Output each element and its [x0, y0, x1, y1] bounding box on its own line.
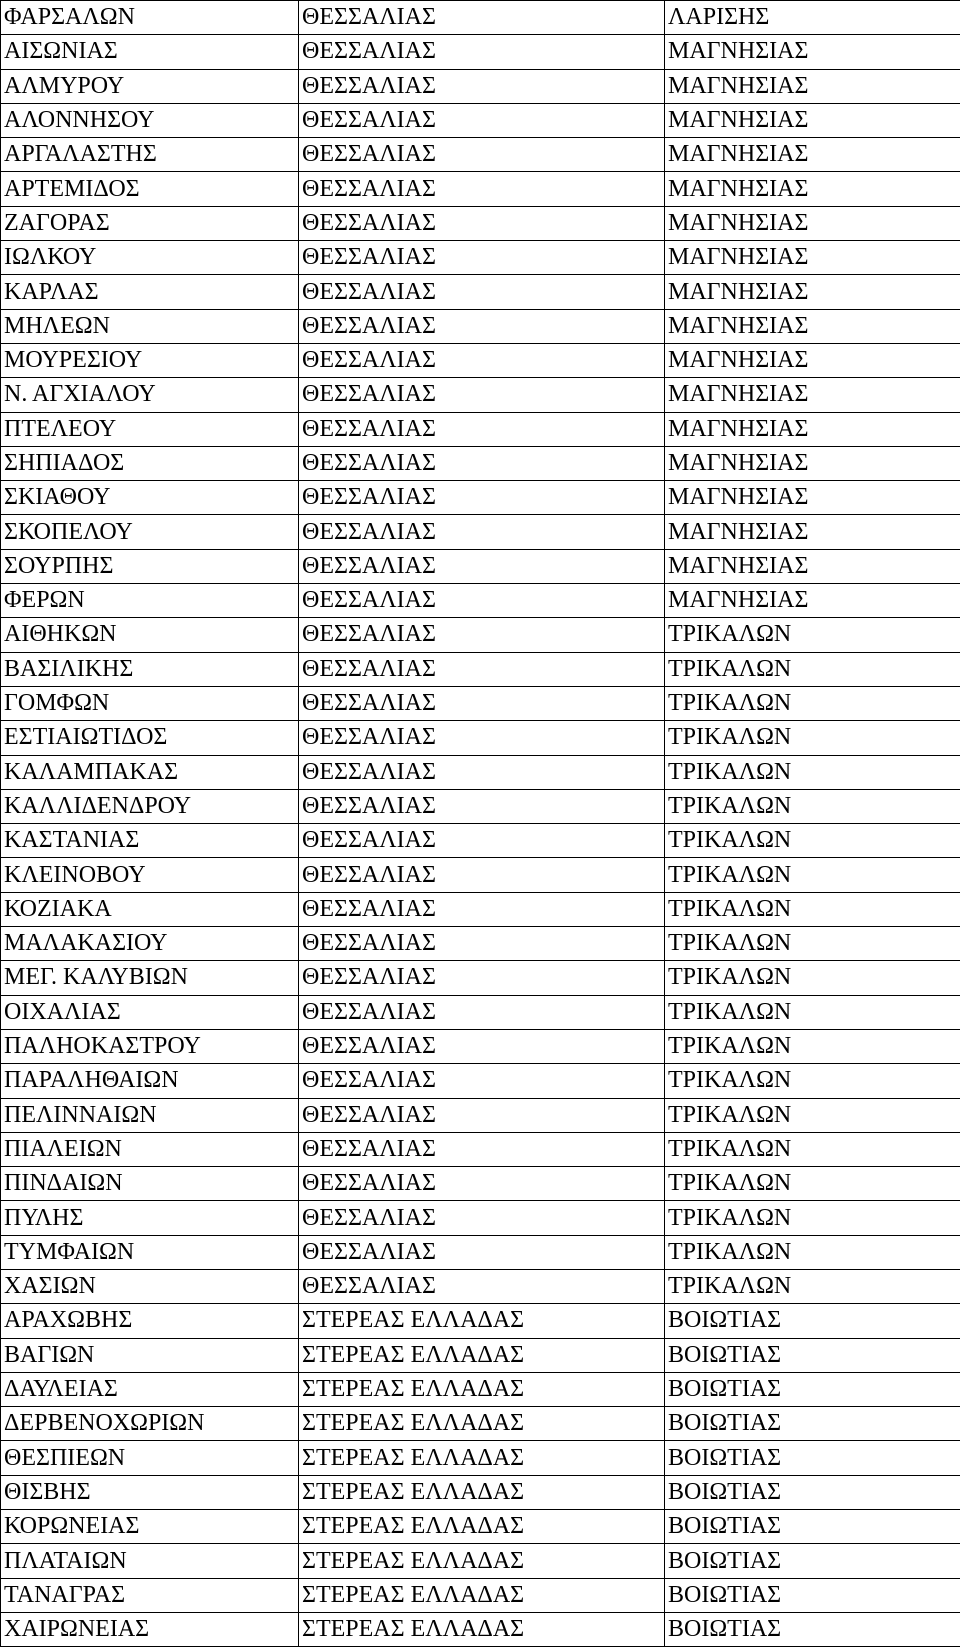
prefecture-cell: ΜΑΓΝΗΣΙΑΣ [665, 515, 960, 549]
region-cell: ΣΤΕΡΕΑΣ ΕΛΛΑΔΑΣ [299, 1578, 665, 1612]
region-cell: ΣΤΕΡΕΑΣ ΕΛΛΑΔΑΣ [299, 1407, 665, 1441]
municipality-cell: ΑΛΜΥΡΟΥ [1, 69, 299, 103]
table-row [1, 172, 960, 206]
region-cell: ΘΕΣΣΑΛΙΑΣ [299, 1235, 665, 1269]
municipality-cell: ΟΙΧΑΛΙΑΣ [1, 995, 299, 1029]
region-cell: ΘΕΣΣΑΛΙΑΣ [299, 1132, 665, 1166]
table-row [1, 584, 960, 618]
municipality-cell: ΧΑΣΙΩΝ [1, 1269, 299, 1303]
municipality-cell: ΠΙΑΛΕΙΩΝ [1, 1132, 299, 1166]
region-cell: ΘΕΣΣΑΛΙΑΣ [299, 378, 665, 412]
prefecture-cell: ΜΑΓΝΗΣΙΑΣ [665, 584, 960, 618]
table-row [1, 755, 960, 789]
region-cell: ΘΕΣΣΑΛΙΑΣ [299, 652, 665, 686]
prefecture-cell: ΤΡΙΚΑΛΩΝ [665, 1132, 960, 1166]
municipality-cell: ΑΡΑΧΩΒΗΣ [1, 1304, 299, 1338]
region-cell: ΣΤΕΡΕΑΣ ΕΛΛΑΔΑΣ [299, 1304, 665, 1338]
table-row [1, 686, 960, 720]
table-row [1, 892, 960, 926]
municipality-cell: ΠΑΛΗΟΚΑΣΤΡΟΥ [1, 1029, 299, 1063]
prefecture-cell: ΤΡΙΚΑΛΩΝ [665, 892, 960, 926]
region-cell: ΘΕΣΣΑΛΙΑΣ [299, 69, 665, 103]
region-cell: ΘΕΣΣΑΛΙΑΣ [299, 858, 665, 892]
prefecture-cell: ΜΑΓΝΗΣΙΑΣ [665, 103, 960, 137]
prefecture-cell: ΒΟΙΩΤΙΑΣ [665, 1544, 960, 1578]
prefecture-cell: ΜΑΓΝΗΣΙΑΣ [665, 69, 960, 103]
municipality-cell: ΚΑΣΤΑΝΙΑΣ [1, 824, 299, 858]
municipality-cell: ΜΑΛΑΚΑΣΙΟΥ [1, 927, 299, 961]
prefecture-cell: ΒΟΙΩΤΙΑΣ [665, 1475, 960, 1509]
table-row [1, 103, 960, 137]
table-row [1, 1064, 960, 1098]
municipality-cell: ΜΟΥΡΕΣΙΟΥ [1, 343, 299, 377]
region-cell: ΣΤΕΡΕΑΣ ΕΛΛΑΔΑΣ [299, 1510, 665, 1544]
municipality-cell: ΚΟΡΩΝΕΙΑΣ [1, 1510, 299, 1544]
municipality-cell: ΚΑΛΑΜΠΑΚΑΣ [1, 755, 299, 789]
prefecture-cell: ΜΑΓΝΗΣΙΑΣ [665, 378, 960, 412]
municipality-cell: ΠΕΛΙΝΝΑΙΩΝ [1, 1098, 299, 1132]
municipality-cell: ΣΚΟΠΕΛΟΥ [1, 515, 299, 549]
region-cell: ΘΕΣΣΑΛΙΑΣ [299, 1201, 665, 1235]
prefecture-cell: ΤΡΙΚΑΛΩΝ [665, 1029, 960, 1063]
municipality-cell: ΑΙΘΗΚΩΝ [1, 618, 299, 652]
region-cell: ΘΕΣΣΑΛΙΑΣ [299, 412, 665, 446]
prefecture-cell: ΤΡΙΚΑΛΩΝ [665, 1167, 960, 1201]
region-cell: ΣΤΕΡΕΑΣ ΕΛΛΑΔΑΣ [299, 1372, 665, 1406]
municipality-cell: ΧΑΙΡΩΝΕΙΑΣ [1, 1612, 299, 1646]
prefecture-cell: ΜΑΓΝΗΣΙΑΣ [665, 241, 960, 275]
table-row [1, 1167, 960, 1201]
municipality-cell: ΣΚΙΑΘΟΥ [1, 481, 299, 515]
region-cell: ΘΕΣΣΑΛΙΑΣ [299, 241, 665, 275]
prefecture-cell: ΜΑΓΝΗΣΙΑΣ [665, 275, 960, 309]
table-row [1, 1304, 960, 1338]
municipality-cell: ΓΟΜΦΩΝ [1, 686, 299, 720]
table-row [1, 995, 960, 1029]
municipality-cell: ΑΡΤΕΜΙΔΟΣ [1, 172, 299, 206]
region-cell: ΘΕΣΣΑΛΙΑΣ [299, 584, 665, 618]
prefecture-cell: ΜΑΓΝΗΣΙΑΣ [665, 343, 960, 377]
region-cell: ΘΕΣΣΑΛΙΑΣ [299, 1029, 665, 1063]
municipality-cell: ΘΙΣΒΗΣ [1, 1475, 299, 1509]
region-cell: ΣΤΕΡΕΑΣ ΕΛΛΑΔΑΣ [299, 1338, 665, 1372]
region-cell: ΘΕΣΣΑΛΙΑΣ [299, 618, 665, 652]
municipality-cell: ΚΑΛΛΙΔΕΝΔΡΟΥ [1, 789, 299, 823]
prefecture-cell: ΒΟΙΩΤΙΑΣ [665, 1578, 960, 1612]
municipality-cell: ΕΣΤΙΑΙΩΤΙΔΟΣ [1, 721, 299, 755]
prefecture-cell: ΒΟΙΩΤΙΑΣ [665, 1612, 960, 1646]
region-cell: ΘΕΣΣΑΛΙΑΣ [299, 343, 665, 377]
table-body [1, 1, 960, 1647]
prefecture-cell: ΤΡΙΚΑΛΩΝ [665, 858, 960, 892]
municipality-cell: ΑΛΟΝΝΗΣΟΥ [1, 103, 299, 137]
table-row [1, 69, 960, 103]
table-row [1, 721, 960, 755]
municipality-cell: ΦΑΡΣΑΛΩΝ [1, 1, 299, 35]
table-row [1, 1098, 960, 1132]
prefecture-cell: ΤΡΙΚΑΛΩΝ [665, 652, 960, 686]
table-row [1, 241, 960, 275]
prefecture-cell: ΜΑΓΝΗΣΙΑΣ [665, 446, 960, 480]
municipality-cell: ΚΛΕΙΝΟΒΟΥ [1, 858, 299, 892]
region-cell: ΘΕΣΣΑΛΙΑΣ [299, 927, 665, 961]
table-row [1, 138, 960, 172]
region-cell: ΘΕΣΣΑΛΙΑΣ [299, 35, 665, 69]
table-row [1, 858, 960, 892]
municipality-cell: ΖΑΓΟΡΑΣ [1, 206, 299, 240]
municipality-cell: ΚΑΡΛΑΣ [1, 275, 299, 309]
table-row [1, 1612, 960, 1646]
region-cell: ΘΕΣΣΑΛΙΑΣ [299, 309, 665, 343]
municipality-cell: ΔΕΡΒΕΝΟΧΩΡΙΩΝ [1, 1407, 299, 1441]
prefecture-cell: ΛΑΡΙΣΗΣ [665, 1, 960, 35]
table-row [1, 1235, 960, 1269]
municipality-cell: ΠΙΝΔΑΙΩΝ [1, 1167, 299, 1201]
municipality-cell: ΑΙΣΩΝΙΑΣ [1, 35, 299, 69]
region-cell: ΘΕΣΣΑΛΙΑΣ [299, 1269, 665, 1303]
municipality-cell: ΤΥΜΦΑΙΩΝ [1, 1235, 299, 1269]
region-cell: ΣΤΕΡΕΑΣ ΕΛΛΑΔΑΣ [299, 1441, 665, 1475]
region-cell: ΘΕΣΣΑΛΙΑΣ [299, 172, 665, 206]
table-row [1, 515, 960, 549]
region-cell: ΘΕΣΣΑΛΙΑΣ [299, 549, 665, 583]
prefecture-cell: ΒΟΙΩΤΙΑΣ [665, 1372, 960, 1406]
prefecture-cell: ΜΑΓΝΗΣΙΑΣ [665, 481, 960, 515]
region-cell: ΘΕΣΣΑΛΙΑΣ [299, 138, 665, 172]
table-row [1, 1544, 960, 1578]
table-row [1, 652, 960, 686]
region-cell: ΘΕΣΣΑΛΙΑΣ [299, 686, 665, 720]
municipality-cell: ΠΥΛΗΣ [1, 1201, 299, 1235]
table-row [1, 961, 960, 995]
prefecture-cell: ΤΡΙΚΑΛΩΝ [665, 1064, 960, 1098]
table-row [1, 789, 960, 823]
table-row [1, 618, 960, 652]
table-row [1, 1372, 960, 1406]
municipality-cell: ΠΛΑΤΑΙΩΝ [1, 1544, 299, 1578]
prefecture-cell: ΜΑΓΝΗΣΙΑΣ [665, 172, 960, 206]
municipality-cell: ΙΩΛΚΟΥ [1, 241, 299, 275]
table-row [1, 1338, 960, 1372]
municipality-cell: ΣΗΠΙΑΔΟΣ [1, 446, 299, 480]
region-cell: ΘΕΣΣΑΛΙΑΣ [299, 721, 665, 755]
prefecture-cell: ΤΡΙΚΑΛΩΝ [665, 961, 960, 995]
table-row [1, 481, 960, 515]
table-row [1, 309, 960, 343]
prefecture-cell: ΤΡΙΚΑΛΩΝ [665, 1235, 960, 1269]
prefecture-cell: ΤΡΙΚΑΛΩΝ [665, 755, 960, 789]
municipality-cell: ΒΑΓΙΩΝ [1, 1338, 299, 1372]
prefecture-cell: ΜΑΓΝΗΣΙΑΣ [665, 309, 960, 343]
prefecture-cell: ΤΡΙΚΑΛΩΝ [665, 721, 960, 755]
region-cell: ΘΕΣΣΑΛΙΑΣ [299, 206, 665, 240]
table-row [1, 1407, 960, 1441]
municipality-cell: ΣΟΥΡΠΗΣ [1, 549, 299, 583]
region-cell: ΘΕΣΣΑΛΙΑΣ [299, 481, 665, 515]
municipality-cell: ΠΤΕΛΕΟΥ [1, 412, 299, 446]
region-cell: ΘΕΣΣΑΛΙΑΣ [299, 789, 665, 823]
municipality-cell: ΠΑΡΑΛΗΘΑΙΩΝ [1, 1064, 299, 1098]
prefecture-cell: ΤΡΙΚΑΛΩΝ [665, 686, 960, 720]
prefecture-cell: ΤΡΙΚΑΛΩΝ [665, 1269, 960, 1303]
region-cell: ΘΕΣΣΑΛΙΑΣ [299, 755, 665, 789]
table-row [1, 1, 960, 35]
table-row [1, 378, 960, 412]
municipality-cell: ΤΑΝΑΓΡΑΣ [1, 1578, 299, 1612]
table-row [1, 1269, 960, 1303]
prefecture-cell: ΒΟΙΩΤΙΑΣ [665, 1407, 960, 1441]
table-row [1, 1132, 960, 1166]
municipality-cell: ΜΕΓ. ΚΑΛΥΒΙΩΝ [1, 961, 299, 995]
prefecture-cell: ΤΡΙΚΑΛΩΝ [665, 927, 960, 961]
region-cell: ΘΕΣΣΑΛΙΑΣ [299, 961, 665, 995]
municipality-cell: ΔΑΥΛΕΙΑΣ [1, 1372, 299, 1406]
region-cell: ΘΕΣΣΑΛΙΑΣ [299, 892, 665, 926]
region-cell: ΣΤΕΡΕΑΣ ΕΛΛΑΔΑΣ [299, 1475, 665, 1509]
region-cell: ΘΕΣΣΑΛΙΑΣ [299, 103, 665, 137]
region-cell: ΣΤΕΡΕΑΣ ΕΛΛΑΔΑΣ [299, 1544, 665, 1578]
table-row [1, 549, 960, 583]
prefecture-cell: ΤΡΙΚΑΛΩΝ [665, 618, 960, 652]
table-row [1, 1578, 960, 1612]
region-cell: ΘΕΣΣΑΛΙΑΣ [299, 275, 665, 309]
prefecture-cell: ΜΑΓΝΗΣΙΑΣ [665, 549, 960, 583]
region-cell: ΘΕΣΣΑΛΙΑΣ [299, 1167, 665, 1201]
table-row [1, 206, 960, 240]
prefecture-cell: ΤΡΙΚΑΛΩΝ [665, 1201, 960, 1235]
table-row [1, 446, 960, 480]
table-row [1, 1475, 960, 1509]
table-row [1, 824, 960, 858]
table-row [1, 927, 960, 961]
prefecture-cell: ΒΟΙΩΤΙΑΣ [665, 1304, 960, 1338]
table-row [1, 343, 960, 377]
region-cell: ΘΕΣΣΑΛΙΑΣ [299, 824, 665, 858]
municipality-cell: ΜΗΛΕΩΝ [1, 309, 299, 343]
region-cell: ΘΕΣΣΑΛΙΑΣ [299, 995, 665, 1029]
region-cell: ΘΕΣΣΑΛΙΑΣ [299, 1, 665, 35]
municipality-cell: ΑΡΓΑΛΑΣΤΗΣ [1, 138, 299, 172]
prefecture-cell: ΜΑΓΝΗΣΙΑΣ [665, 412, 960, 446]
municipality-cell: Ν. ΑΓΧΙΑΛΟΥ [1, 378, 299, 412]
prefecture-cell: ΜΑΓΝΗΣΙΑΣ [665, 138, 960, 172]
prefecture-cell: ΤΡΙΚΑΛΩΝ [665, 1098, 960, 1132]
municipality-cell: ΦΕΡΩΝ [1, 584, 299, 618]
municipality-cell: ΚΟΖΙΑΚΑ [1, 892, 299, 926]
region-cell: ΘΕΣΣΑΛΙΑΣ [299, 515, 665, 549]
prefecture-cell: ΤΡΙΚΑΛΩΝ [665, 789, 960, 823]
prefecture-cell: ΤΡΙΚΑΛΩΝ [665, 995, 960, 1029]
region-cell: ΘΕΣΣΑΛΙΑΣ [299, 1098, 665, 1132]
table-row [1, 1441, 960, 1475]
table-row [1, 35, 960, 69]
table-row [1, 1510, 960, 1544]
prefecture-cell: ΒΟΙΩΤΙΑΣ [665, 1510, 960, 1544]
prefecture-cell: ΒΟΙΩΤΙΑΣ [665, 1441, 960, 1475]
municipality-cell: ΘΕΣΠΙΕΩΝ [1, 1441, 299, 1475]
region-cell: ΣΤΕΡΕΑΣ ΕΛΛΑΔΑΣ [299, 1612, 665, 1646]
table-row [1, 1201, 960, 1235]
table-row [1, 1029, 960, 1063]
table-row [1, 275, 960, 309]
region-cell: ΘΕΣΣΑΛΙΑΣ [299, 1064, 665, 1098]
prefecture-cell: ΜΑΓΝΗΣΙΑΣ [665, 35, 960, 69]
municipality-cell: ΒΑΣΙΛΙΚΗΣ [1, 652, 299, 686]
prefecture-cell: ΒΟΙΩΤΙΑΣ [665, 1338, 960, 1372]
prefecture-cell: ΤΡΙΚΑΛΩΝ [665, 824, 960, 858]
table-row [1, 412, 960, 446]
prefecture-cell: ΜΑΓΝΗΣΙΑΣ [665, 206, 960, 240]
region-cell: ΘΕΣΣΑΛΙΑΣ [299, 446, 665, 480]
